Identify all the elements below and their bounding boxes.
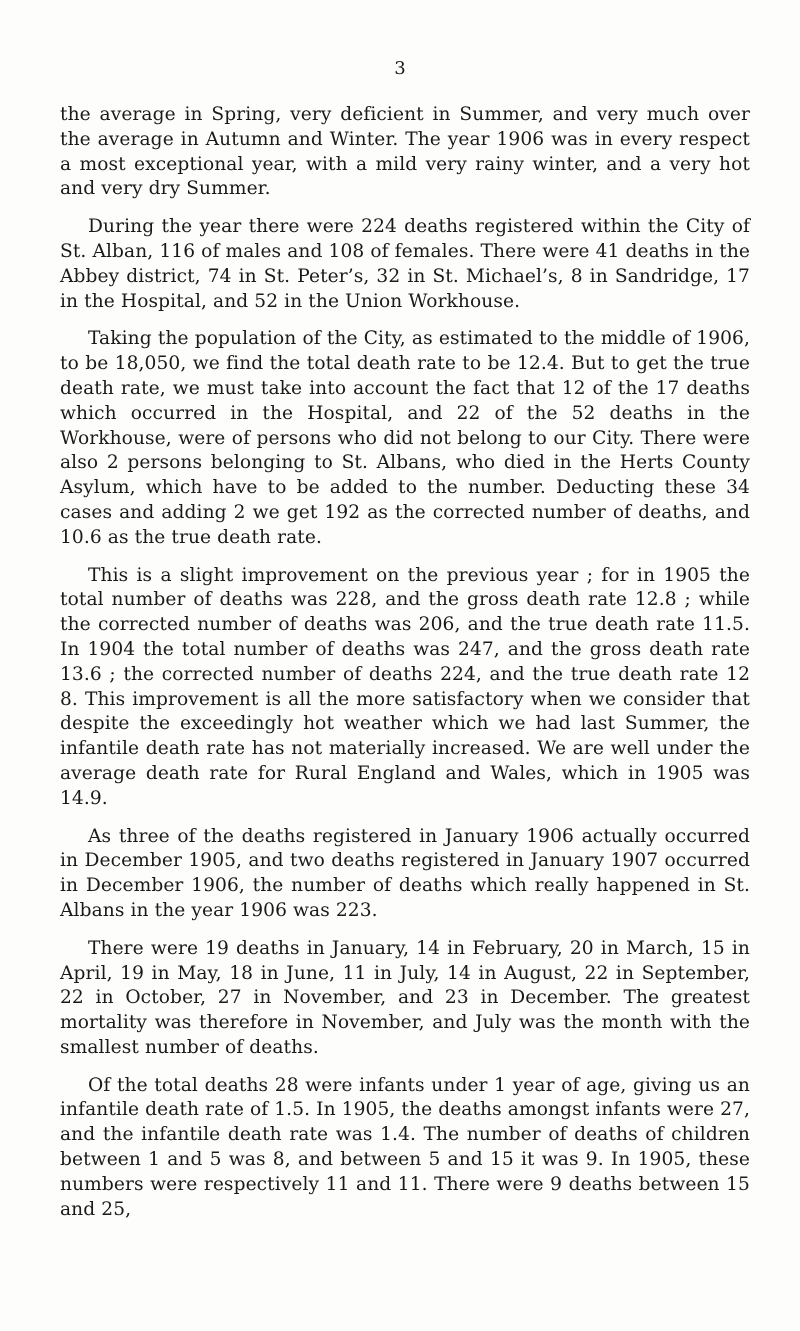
paragraph-registration-adjustment: As three of the deaths registered in January 1906 actually occurred in December 1905, and two deaths registered in January 1907 occurred in December 1906, the number of deaths which really happened in St. Albans in the year 1906 was 223.: [60, 825, 750, 921]
paragraph-comparison-previous-years: This is a slight improvement on the previous year ; for in 1905 the total number of deaths was 228, and the gross death rate 12.8 ; while the corrected number of deaths was 206, and the true death rate 11.5. In 1904 the total number of deaths was 247, and the gross death rate 13.6 ; the corrected number of deaths 224, and the true death rate 12 8. This improvement is all the more satisfactory when we consider that despite the exceedingly hot weather which we had last Summer, the infantile death rate has not materially increased. We are well under the average death rate for Rural England and Wales, which in 1905 was 14.9.: [60, 564, 750, 809]
paragraph-seasonal-weather: the average in Spring, very deficient in Summer, and very much over the average in Autumn and Winter. The year 1906 was in every respect a most exceptional year, with a mild very rainy winter, and a very hot and very dry Summer.: [60, 104, 750, 200]
paragraph-monthly-deaths: There were 19 deaths in January, 14 in February, 20 in March, 15 in April, 19 in May, 18 in June, 11 in July, 14 in August, 22 in September, 22 in October, 27 in November, and 23 in December. The greatest mortality was therefore in November, and July was the month with the smallest number of deaths.: [60, 937, 750, 1058]
paragraph-registered-deaths: During the year there were 224 deaths registered within the City of St. Alban, 116 of males and 108 of females. There were 41 deaths in the Abbey district, 74 in St. Peter’s, 32 in St. Michael’s, 8 in Sandridge, 17 in the Hospital, and 52 in the Union Workhouse.: [60, 216, 750, 312]
paragraph-infant-deaths: Of the total deaths 28 were infants under 1 year of age, giving us an infantile death rate of 1.5. In 1905, the deaths amongst infants were 27, and the infantile death rate was 1.4. The number of deaths of children between 1 and 5 was 8, and between 5 and 15 it was 9. In 1905, these numbers were respectively 11 and 11. There were 9 deaths between 15 and 25,: [60, 1074, 750, 1220]
paragraph-death-rate: Taking the population of the City, as estimated to the middle of 1906, to be 18,050, we find the total death rate to be 12.4. But to get the true death rate, we must take into account the fact that 12 of the 17 deaths which occurred in the Hospital, and 22 of the 52 deaths in the Workhouse, were of persons who did not belong to our City. There were also 2 persons belonging to St. Albans, who died in the Herts County Asylum, which have to be added to the number. Deducting these 34 cases and adding 2 we get 192 as the corrected number of deaths, and 10.6 as the true death rate.: [60, 328, 750, 548]
report-body: [60, 103, 750, 1235]
page-number: 3: [394, 58, 406, 79]
